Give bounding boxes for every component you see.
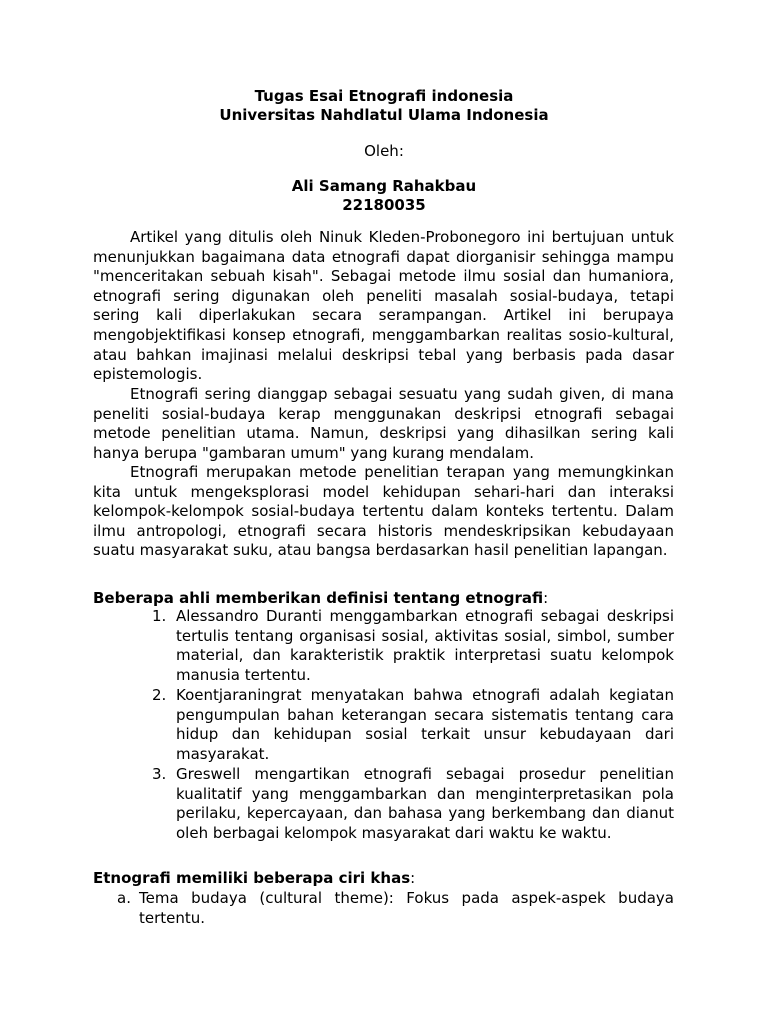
section-heading-text: Beberapa ahli memberikan definisi tentang etnografi xyxy=(93,589,544,607)
section-heading-text: Etnografi memiliki beberapa ciri khas xyxy=(93,869,411,887)
section-heading-characteristics xyxy=(93,869,693,889)
paragraph-3: Etnografi merupakan metode penelitian terapan yang memungkinkan kita untuk mengeksplorasi model kehidupan sehari-hari dan interaksi kelompok-kelompok sosial-budaya tertentu dalam konteks tertentu. Dalam ilmu antropologi, etnografi secara historis mendeskripsikan kebudayaan suatu masyarakat suku, atau bangsa berdasarkan hasil penelitian lapangan. xyxy=(93,463,674,560)
list-marker: 2. xyxy=(152,686,167,704)
list-marker: 1. xyxy=(152,607,167,625)
list-item-text: Greswell mengartikan etnografi sebagai prosedur penelitian kualitatif yang menggambarkan dan menginterpretasikan pola perilaku, kepercayaan, dan bahasa yang berkembang dan dianut oleh berbagai kelompok masyarakat dari waktu ke waktu. xyxy=(176,765,674,842)
list-item-text: Koentjaraningrat menyatakan bahwa etnografi adalah kegiatan pengumpulan bahan keterangan secara sistematis tentang cara hidup dan kehidupan sosial terkait unsur kebudayaan dari masyarakat. xyxy=(176,686,674,763)
document-title: Tugas Esai Etnografi indonesia xyxy=(254,87,514,105)
section-heading-definitions xyxy=(93,589,693,609)
list-item-text: Tema budaya (cultural theme): Fokus pada aspek-aspek budaya tertentu. xyxy=(139,889,674,927)
university-name: Universitas Nahdlatul Ulama Indonesia xyxy=(219,106,549,124)
list-marker: 3. xyxy=(152,765,167,783)
author-name: Ali Samang Rahakbau xyxy=(291,177,477,195)
author-id: 22180035 xyxy=(342,196,426,214)
list-item-text: Alessandro Duranti menggambarkan etnografi sebagai deskripsi tertulis tentang organisasi sosial, aktivitas sosial, simbol, sumber material, dan karakteristik praktik interpretasi suatu kelompok manusia tertentu. xyxy=(176,607,674,684)
paragraph-1: Artikel yang ditulis oleh Ninuk Kleden-Probonegoro ini bertujuan untuk menunjukkan bagaimana data etnografi dapat diorganisir sehingga mampu "menceritakan sebuah kisah". Sebagai metode ilmu sosial dan humaniora, etnografi sering digunakan oleh peneliti masalah sosial-budaya, tetapi sering kali diperlakukan secara serampangan. Artikel ini berupaya mengobjektifikasi konsep etnografi, menggambarkan realitas sosio-kultural, atau bahkan imajinasi melalui deskripsi tebal yang berbasis pada dasar epistemologis. xyxy=(93,228,674,384)
by-label: Oleh: xyxy=(364,142,404,160)
list-marker: a. xyxy=(117,889,131,907)
paragraph-2: Etnografi sering dianggap sebagai sesuatu yang sudah given, di mana peneliti sosial-budaya kerap menggunakan deskripsi etnografi sebagai metode penelitian utama. Namun, deskripsi yang dihasilkan sering kali hanya berupa "gambaran umum" yang kurang mendalam. xyxy=(93,385,674,462)
section-heading-colon: : xyxy=(543,589,549,607)
section-heading-colon: : xyxy=(410,869,416,887)
